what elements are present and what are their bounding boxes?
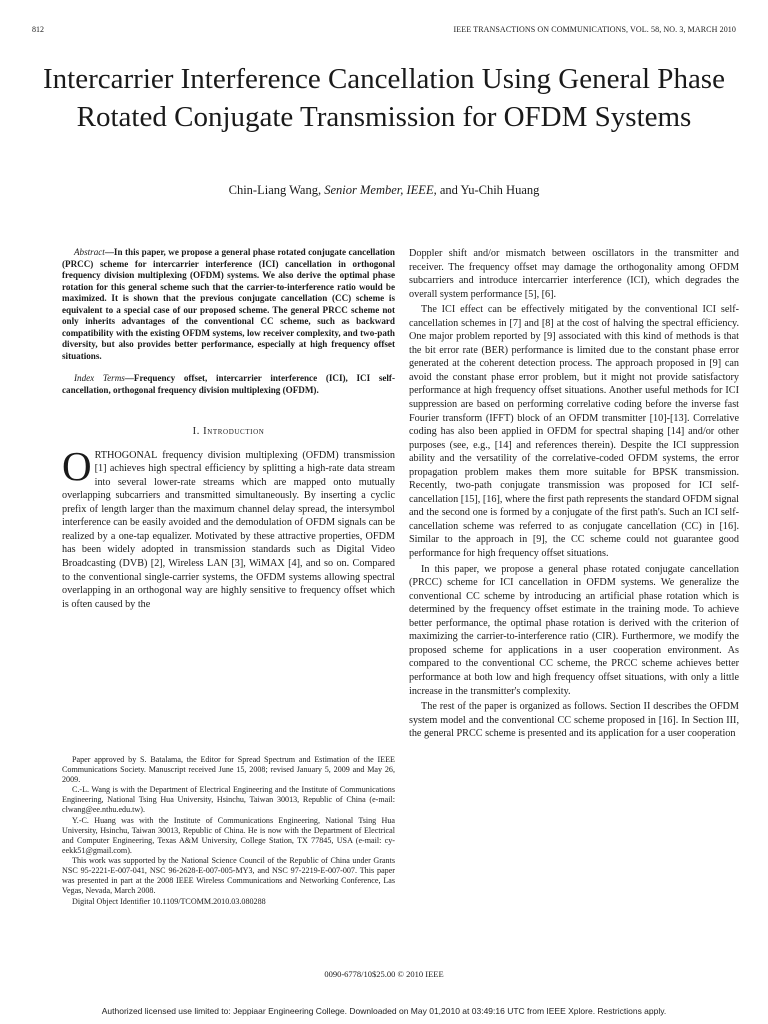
footnote: Y.-C. Huang was with the Institute of Communications Engineering, National Tsing Hua University, Hsinchu, Taiwan 30013, Republic of China. He is now with the Department of Electrical and Computer Engineering, Texas A&M University, College Station, TX 77845, USA (e-mail: cy-eekk51@gmail.com). xyxy=(62,815,395,855)
paragraph: The rest of the paper is organized as follows. Section II describes the OFDM system model and the conventional CC scheme proposed in [16]. In Section III, the general PRCC scheme is presented and its application for a user cooperation xyxy=(409,701,739,740)
index-terms xyxy=(62,373,395,396)
abstract-text: —In this paper, we propose a general phase rotated conjugate cancellation (PRCC) scheme for intercarrier interference (ICI) cancellation in orthogonal frequency division multiplexing (OFDM) systems. We also derive the optimal phase rotation for this general scheme such that the carrier-to-interference ratio would be maximized. It is shown that the previous conjugate cancellation (CC) scheme is equivalent to a special case of our proposed scheme. The general PRCC scheme not only inherits advantages of the conventional CC scheme, such as backward compatibility with the existing OFDM systems, low receiver complexity, and two-path diversity, but also provides better performance, especially at high frequency offset situations. xyxy=(62,247,395,361)
doi-footnote: Digital Object Identifier 10.1109/TCOMM.2010.03.080288 xyxy=(72,897,266,907)
footnotes xyxy=(62,755,395,907)
copyright-line: 0090-6778/10$25.00 © 2010 IEEE xyxy=(324,969,444,979)
author-1: Chin-Liang Wang, xyxy=(228,183,322,197)
section-heading-introduction: I. Introduction xyxy=(192,426,265,437)
author-joiner: and Yu-Chih Huang xyxy=(439,183,540,197)
left-column xyxy=(62,247,395,611)
index-terms-text: —Frequency offset, intercarrier interference (ICI), ICI self-cancellation, orthogonal frequency division multiplexing (OFDM). xyxy=(62,373,395,395)
drop-cap: O xyxy=(62,442,92,489)
license-notice: Authorized licensed use limited to: Jeppiaar Engineering College. Downloaded on May 01,2010 at 03:49:16 UTC from IEEE Xplore. Restrictions apply. xyxy=(101,1006,667,1016)
paragraph: Doppler shift and/or mismatch between oscillators in the transmitter and receiver. The frequency offset may damage the orthogonality among OFDM subcarriers and introduce intercarrier interference (ICI), which degrades the overall system performance [5], [6]. xyxy=(409,248,739,300)
intro-body: frequency division multiplexing (OFDM) transmission [1] achieves high spectral efficiency by splitting a high-rate data stream into several lower-rate streams which are mapped onto mutually overlapping subcarriers and transmitted simultaneously. By inserting a cyclic prefix of length larger than the maximum channel delay spread, the intersymbol interference can be easily avoided and the demodulation of OFDM signals can be realized by a one-tap equalizer. Motivated by these attractive properties, OFDM has been widely adopted in transmission standards such as Digital Video Broadcasting (DVB) [2], Wireless LAN [3], WiMAX [4], and so on. Compared to the conventional single-carrier systems, the OFDM systems allowing spectral overlapping in an orthogonal way are highly sensitive to frequency offset which is often caused by the xyxy=(62,449,395,610)
running-head: IEEE TRANSACTIONS ON COMMUNICATIONS, VOL. 58, NO. 3, MARCH 2010 xyxy=(453,25,736,34)
page-number: 812 xyxy=(32,25,44,34)
footnote: This work was supported by the National Science Council of the Republic of China under Grants NSC 95-2221-E-007-041, NSC 96-2628-E-007-005-MY3, and NSC 97-2219-E-007-007. This paper was presented in part at the 2008 IEEE Wireless Communications and Networking Conference, Las Vegas, Nevada, March 2008. xyxy=(62,855,395,896)
index-terms-lead: Index Terms xyxy=(74,373,125,383)
right-column xyxy=(409,247,739,743)
abstract-lead: Abstract xyxy=(74,247,105,257)
author-1-title: Senior Member, IEEE, xyxy=(324,183,437,197)
author-line xyxy=(40,183,728,198)
paragraph: The ICI effect can be effectively mitigated by the conventional ICI self-cancellation schemes in [7] and [8] at the cost of halving the spectral efficiency. One major problem reported by [9] associated with this kind of methods is that the bit error rate (BER) performance is limited due to the constant phase error generated at the coherent detection process. The approach proposed in [9] can avoid the constant phase error problem, but it might not provide satisfactory performance at high frequency offset situations. Another useful methods for ICI suppression are based on performing correlative coding before the inverse fast Fourier transform (IFFT) block of an OFDM transmitter [10]-[13]. Correlative coding has also been applied in OFDM for spectral shaping [14] and/or other purposes (see, e.g., [14] and references therein). Despite the ICI suppression ability and the versatility of the correlative-coded OFDM systems, the error propagation problem makes them more suitable for BPSK transmission. Recently, two-path conjugate transmission was proposed for ICI self-cancellation [15], [16], where the first path represents the standard OFDM signal and the second one is formed by a conjugate of the first path's. Such an ICI self-cancellation scheme was referred to as conjugate cancellation (CC) in [16]. Similar to the approach in [9], the CC scheme could not guarantee good performance for high frequency offset situations. xyxy=(409,304,739,560)
paragraph: In this paper, we propose a general phase rotated conjugate cancellation (PRCC) scheme for ICI cancellation in OFDM systems. We generalize the conventional CC scheme by introducing an artificial phase rotation which is determined by the frequency offset estimate in the training mode. To achieve better performance, the optimal phase rotation is derived with the criterion of maximizing the carrier-to-interference ratio (CIR). Furthermore, we modify the proposed scheme for applications in a user cooperation environment. As compared to the conventional CC scheme, the PRCC scheme achieves better performance at both low and high frequency offset situations, with only a little increase in the transmitter's complexity. xyxy=(409,563,739,697)
abstract xyxy=(62,247,395,362)
intro-paragraph xyxy=(62,442,395,612)
paper-title: Intercarrier Interference Cancellation Using General Phase Rotated Conjugate Transmission for OFDM Systems xyxy=(43,63,725,133)
footnote: C.-L. Wang is with the Department of Electrical Engineering and the Institute of Communications Engineering, National Tsing Hua University, Hsinchu, Taiwan 30013, Republic of China (e-mail: clwang@ee.nthu.edu.tw). xyxy=(62,785,395,815)
footnote: Paper approved by S. Batalama, the Editor for Spread Spectrum and Estimation of the IEEE Communications Society. Manuscript received June 15, 2008; revised January 5, 2009 and May 26, 2009. xyxy=(62,755,395,785)
intro-first-word: RTHOGONAL xyxy=(94,449,158,461)
